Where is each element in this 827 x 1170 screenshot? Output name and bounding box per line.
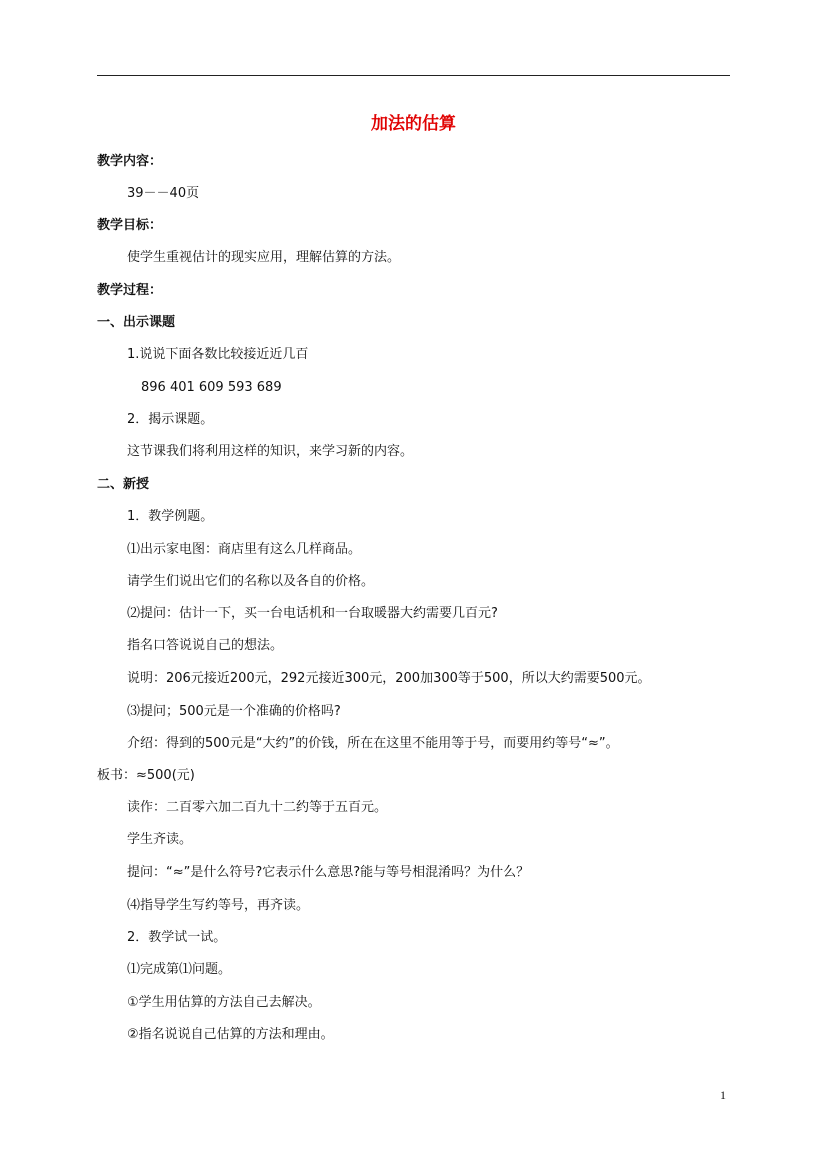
text-line: 板书：≈500(元) xyxy=(97,768,195,783)
text-line: 学生齐读。 xyxy=(127,832,193,847)
section-heading: 教学内容： xyxy=(97,154,163,169)
text-line: 提问：“≈”是什么符号?它表示什么意思?能与等号相混淆吗？为什么？ xyxy=(127,865,530,880)
page-number: 1 xyxy=(720,1088,726,1102)
text-line: ⑴完成第⑴问题。 xyxy=(127,962,232,977)
section-heading: 二、新授 xyxy=(97,477,150,492)
text-line: ②指名说说自己估算的方法和理由。 xyxy=(127,1027,334,1042)
text-line: 请学生们说出它们的名称以及各自的价格。 xyxy=(127,574,375,589)
section-heading: 教学过程： xyxy=(97,283,163,298)
text-line: ⑶提问；500元是一个准确的价格吗? xyxy=(127,704,341,719)
text-line: 2．揭示课题。 xyxy=(127,412,214,427)
text-line: 指名口答说说自己的想法。 xyxy=(127,638,284,653)
text-line: 1.说说下面各数比较接近近几百 xyxy=(127,347,309,362)
text-line: 说明：206元接近200元，292元接近300元，200加300等于500，所以大约需要500元。 xyxy=(127,671,651,686)
section-heading: 一、出示课题 xyxy=(97,315,176,330)
page-title: 加法的估算 xyxy=(371,114,456,134)
section-heading: 教学目标： xyxy=(97,218,163,233)
header-rule xyxy=(97,75,730,76)
text-line: 读作：二百零六加二百九十二约等于五百元。 xyxy=(127,800,388,815)
text-line: 896 401 609 593 689 xyxy=(141,380,282,395)
text-line: 这节课我们将利用这样的知识，来学习新的内容。 xyxy=(127,444,414,459)
text-line: ⑴出示家电图：商店里有这么几样商品。 xyxy=(127,542,362,557)
text-line: 介绍：得到的500元是“大约”的价钱，所在在这里不能用等于号，而要用约等号“≈”。 xyxy=(127,736,619,751)
text-line: ⑷指导学生写约等号，再齐读。 xyxy=(127,898,310,913)
text-line: ①学生用估算的方法自己去解决。 xyxy=(127,995,321,1010)
text-line: 使学生重视估计的现实应用，理解估算的方法。 xyxy=(127,250,401,265)
text-line: 2．教学试一试。 xyxy=(127,930,227,945)
text-line: ⑵提问：估计一下，买一台电话机和一台取暖器大约需要几百元? xyxy=(127,606,498,621)
text-line: 1．教学例题。 xyxy=(127,509,214,524)
text-line: 39－－40页 xyxy=(127,186,200,201)
